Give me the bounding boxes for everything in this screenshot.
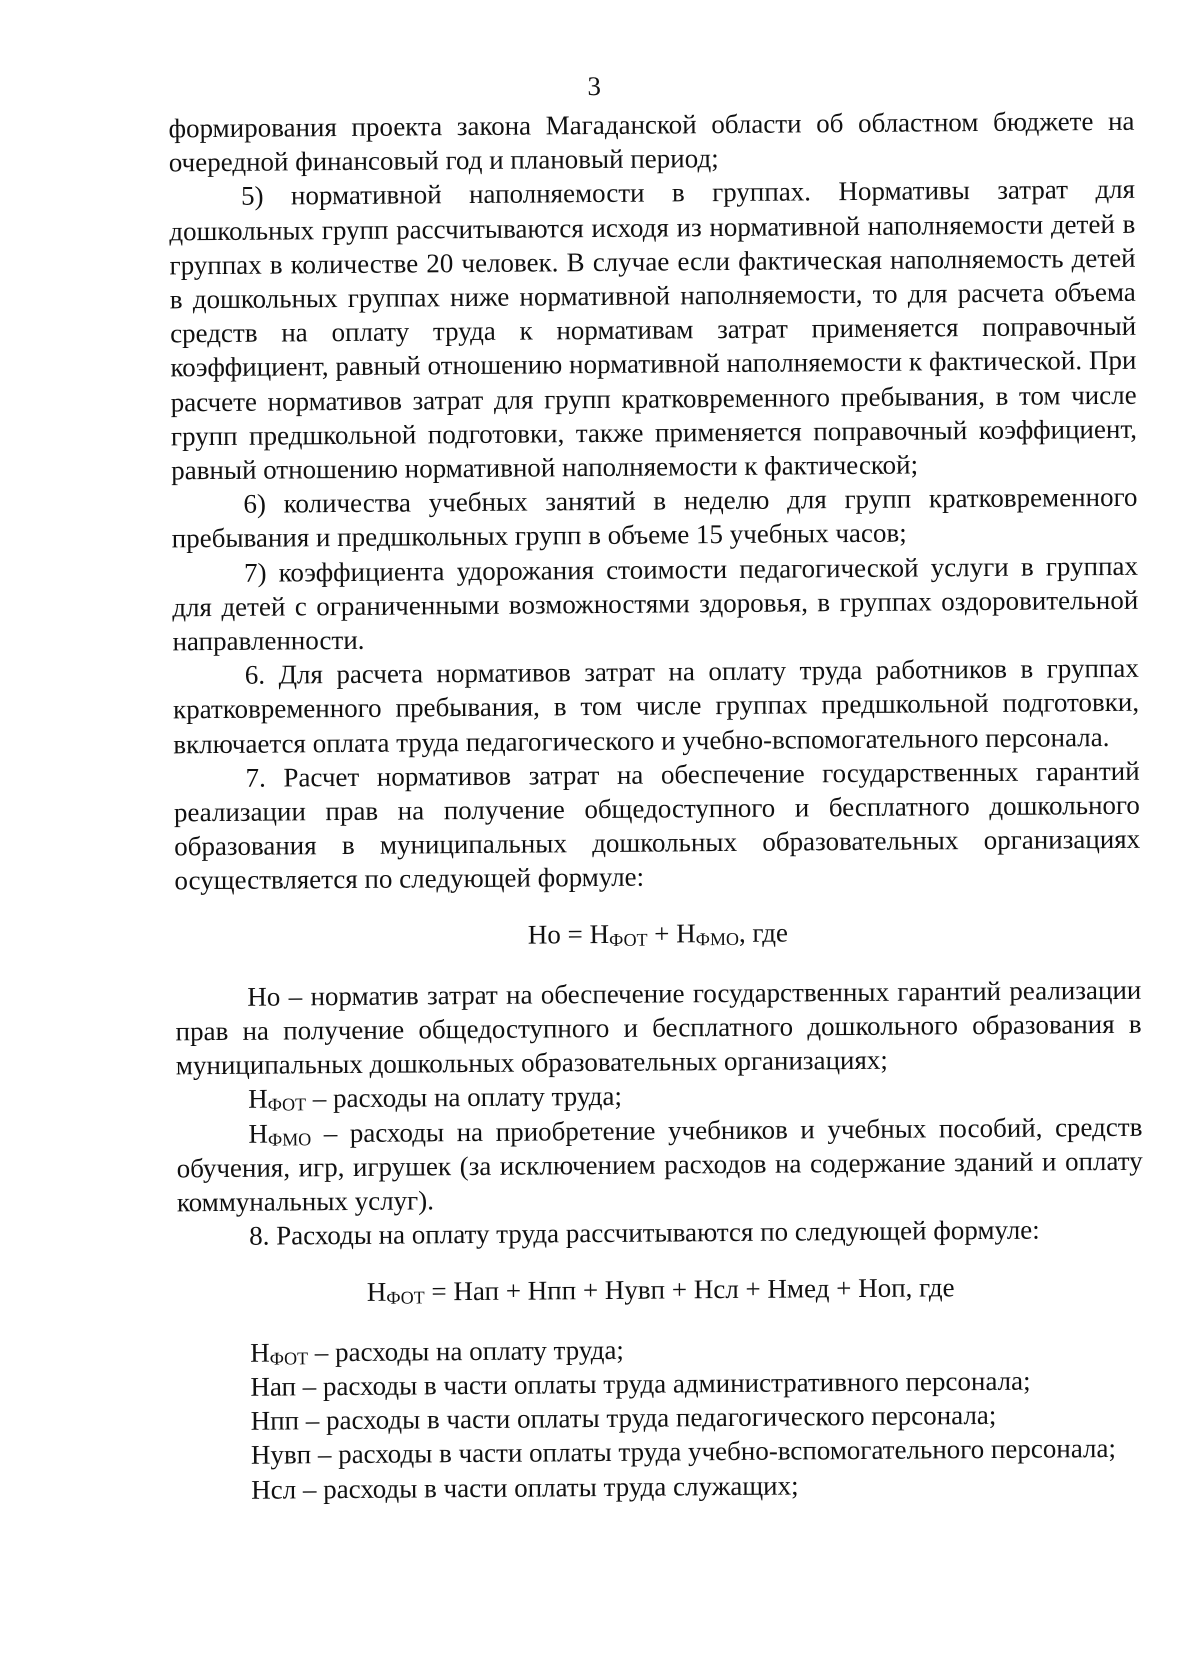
paragraph-item-6: 6) количества учебных занятий в неделю для групп кратковременного пребывания и предшкольных групп в объеме 15 учебных часов; [171,482,1138,554]
formula-no [175,912,1141,954]
paragraph-section-7: 7. Расчет нормативов затрат на обеспечение государственных гарантий реализации прав на получение общедоступного и бесплатного дошкольного образования в муниципальных дошкольных образовательных организациях осуществляется по следующей формуле: [173,755,1141,896]
formula-no-tail: , где [738,917,789,948]
definition-no-term: Но [247,981,281,1012]
document-body [168,104,1145,1507]
definition-nfmo-sub: ФМО [267,1128,312,1150]
definition-no-text: – норматив затрат на обеспечение государственных гарантий реализации прав на получение общедоступного и бесплатного дошкольного образования в муниципальных дошкольных образовательных организациях; [175,974,1142,1081]
definition2-nfot-text: – расходы на оплату труда; [307,1334,624,1368]
formula-nfot-lhs-sub: ФОТ [386,1286,425,1308]
definition-nfot-text: – расходы на оплату труда; [305,1081,623,1114]
definition-nfmo-text: – расходы на приобретение учебников и учебных пособий, средств обучения, игр, игрушек (за исключением расходов на содержание зданий и оплату коммунальных услуг). [176,1111,1143,1218]
formula-no-lhs: Но [527,918,561,950]
formula-no-eq: = [560,918,590,949]
definition2-nfot-term: Н [250,1337,270,1368]
paragraph-section-6: 6. Для расчета нормативов затрат на оплату труда работников в группах кратковременного пребывания, в том числе группах предшкольной подготовки, включается оплата труда педагогического и учебно-вспомогательного персонала. [172,653,1140,760]
paragraph-section-8: 8. Расходы на оплату труда рассчитываются по следующей формуле: [249,1214,1040,1252]
definition-no [175,973,1142,1083]
formula-no-term2-sub: ФМО [695,928,740,949]
paragraph-continuation: формирования проекта закона Магаданской области об областном бюджете на очередной финансовый год и плановый период; [168,105,1135,178]
formula-no-term1-sub: ФОТ [609,929,648,950]
formula-nfot-rhs: = Нап + Нпп + Нувп + Нсл + Нмед + Ноп, где [424,1271,955,1306]
formula-no-term1: Н [589,918,610,949]
paragraph-item-7: 7) коэффициента удорожания стоимости педагогической услуги в группах для детей с ограниченными возможностями здоровья, в группах оздоровительной направленности. [172,550,1139,657]
page-number: 3 [587,70,602,102]
definition-nfmo [176,1109,1143,1219]
formula-no-plus: + [647,918,677,949]
definition-nfot-term: Н [248,1084,268,1115]
definition-npp: Нпп – расходы в части оплаты труда педагогического персонала; [250,1400,997,1436]
formula-nfot [178,1268,1144,1310]
definition-nfot-sub: ФОТ [267,1094,307,1116]
definition2-nfot-sub: ФОТ [269,1348,309,1369]
formula-nfot-lhs: Н [366,1276,387,1307]
definition-nfmo-term: Н [248,1118,269,1149]
formula-no-term2: Н [676,917,696,949]
paragraph-item-5: 5) нормативной наполняемости в группах. Нормативы затрат для дошкольных групп рассчитываются исходя из нормативной наполняемости детей в группах в количестве 20 человек. В случае если фактическая наполняемость детей в дошкольных группах ниже нормативной наполняемости, то для расчета объема средств на оплату труда к нормативам затрат применяется поправочный коэффициент, равный отношению нормативной наполняемости к фактической. При расчете нормативов затрат для групп кратковременного пребывания, в том числе групп предшкольной подготовки, также применяется поправочный коэффициент, равный отношению нормативной наполняемости к фактической; [169,174,1138,486]
definition-nuvp: Нувп – расходы в части оплаты труда учебно-вспомогательного персонала; [250,1433,1117,1471]
definition-nap: Нап – расходы в части оплаты труда административного персонала; [250,1365,1031,1402]
definition-nsl: Нсл – расходы в части оплаты труда служащих; [251,1469,799,1505]
